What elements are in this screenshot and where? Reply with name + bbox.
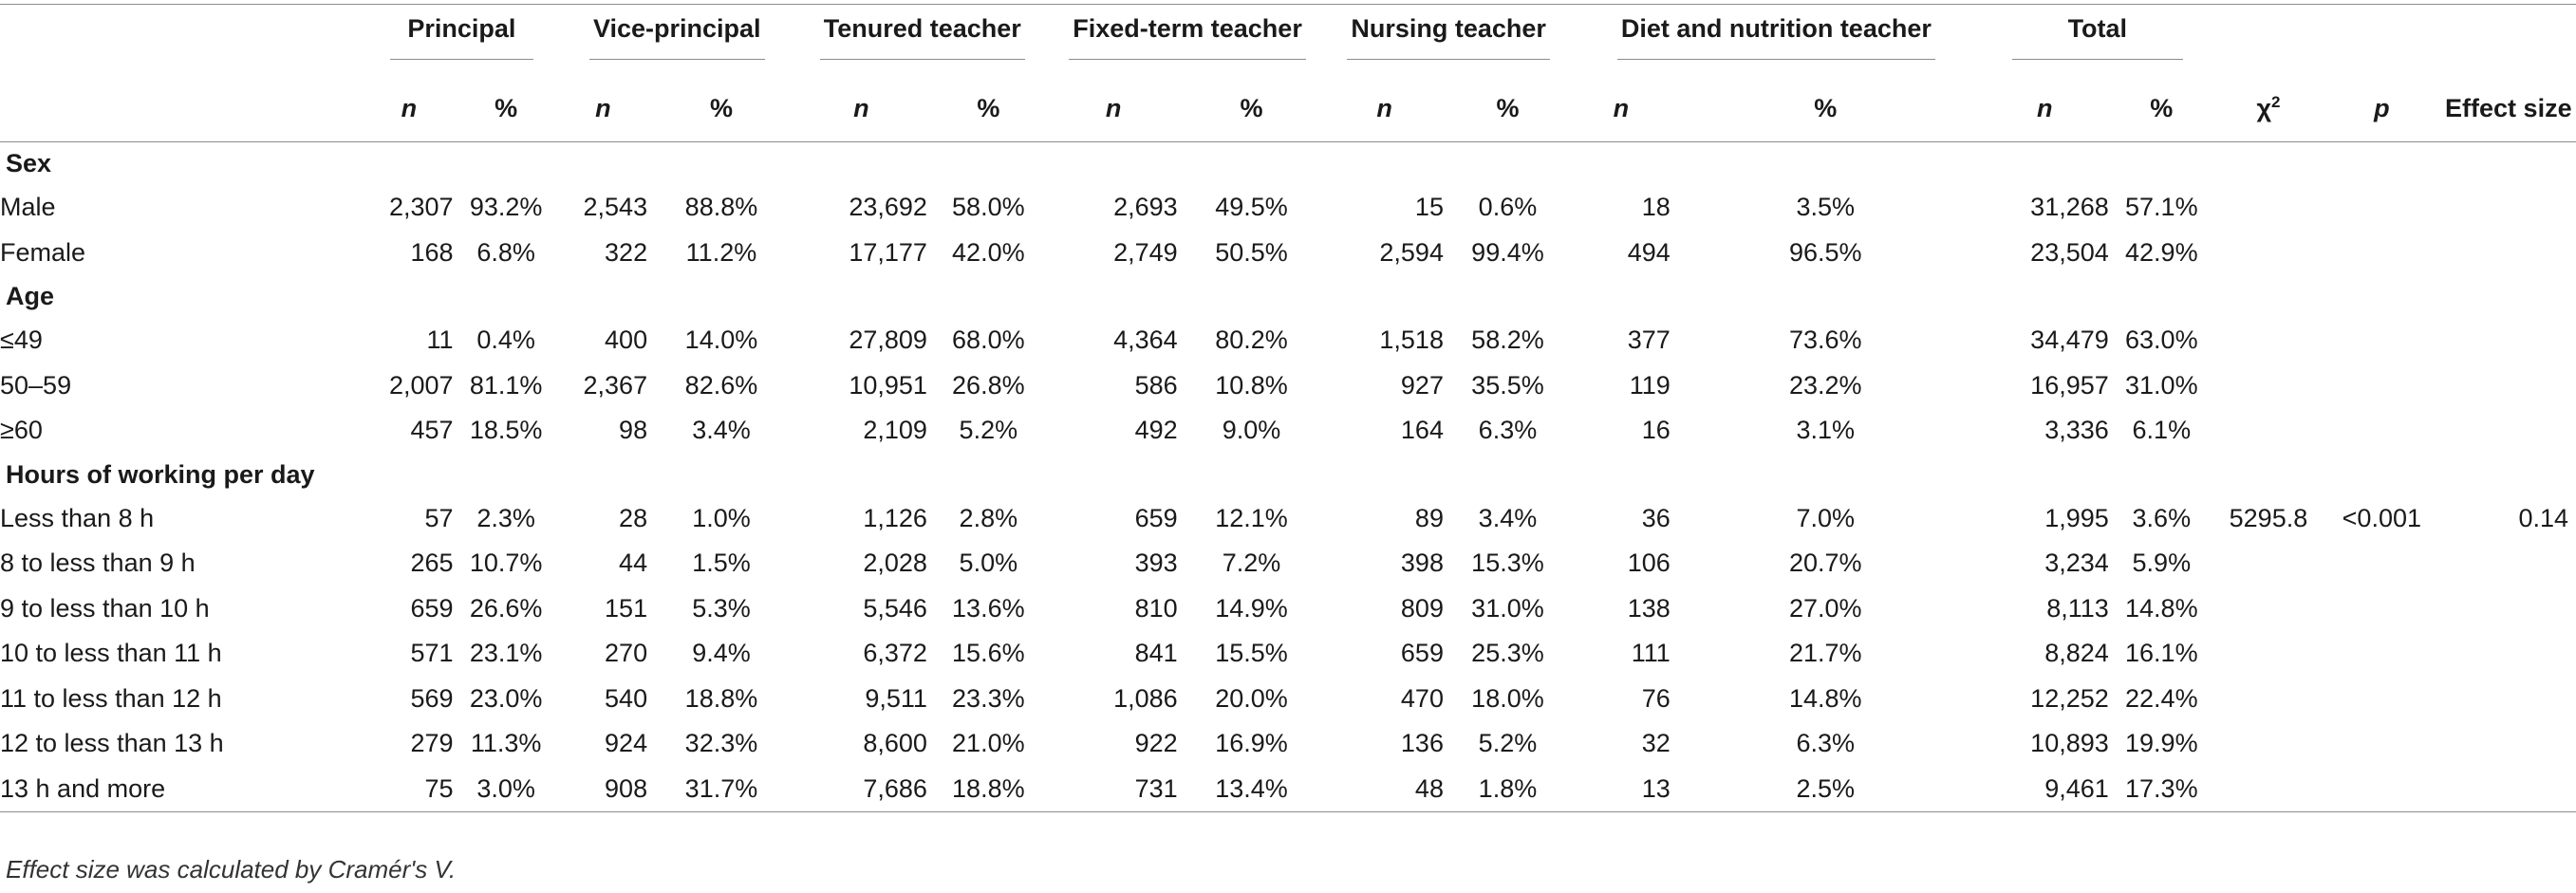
- row-label: 8 to less than 9 h: [0, 549, 196, 578]
- n-column-header: n: [1981, 75, 2109, 142]
- count-cell: 48: [1325, 767, 1444, 812]
- percent-cell: 32.3%: [684, 729, 758, 758]
- chi-square-cell: 5295.8: [2229, 503, 2308, 532]
- table-row: [0, 586, 2576, 632]
- group-header-row: [0, 5, 2576, 75]
- table-row: [0, 231, 2576, 276]
- row-label: 9 to less than 10 h: [0, 593, 210, 623]
- chi-square-cell: [2214, 408, 2323, 454]
- percent-cell: 5.3%: [692, 593, 751, 623]
- row-label: 13 h and more: [0, 767, 364, 812]
- row-label-subheader: [0, 75, 364, 142]
- count-cell: 151: [605, 593, 648, 623]
- count-cell: 908: [559, 767, 647, 812]
- percent-cell: 17.3%: [2109, 767, 2214, 812]
- count-cell: 494: [1627, 237, 1671, 267]
- percent-cell: 88.8%: [684, 193, 758, 222]
- percent-cell: 96.5%: [1788, 237, 1862, 267]
- table-body: [0, 142, 2576, 812]
- percent-cell: 3.4%: [1478, 503, 1538, 532]
- p-value-cell: [2323, 408, 2441, 454]
- count-cell: 393: [1134, 549, 1178, 578]
- count-cell: 8,113: [2046, 593, 2109, 623]
- percent-cell: 14.9%: [1215, 593, 1288, 623]
- effect-size-cell: [2441, 721, 2576, 767]
- count-cell: 927: [1400, 370, 1444, 400]
- chi-square-cell: [2214, 767, 2323, 812]
- row-label: Less than 8 h: [0, 503, 155, 532]
- chi-superscript: 2: [2270, 93, 2281, 111]
- percent-cell: 2.5%: [1671, 767, 1981, 812]
- percent-cell: 57.1%: [2125, 193, 2198, 222]
- percent-cell: 31.0%: [1471, 593, 1544, 623]
- count-cell: 168: [410, 237, 454, 267]
- count-cell: 457: [410, 416, 454, 445]
- percent-cell: 14.8%: [1788, 683, 1862, 713]
- count-cell: 265: [410, 549, 454, 578]
- percent-cell: 9.4%: [692, 639, 751, 668]
- group-header: Tenured teacher: [795, 5, 1050, 75]
- count-cell: 164: [1400, 416, 1444, 445]
- count-cell: 2,693: [1113, 193, 1178, 222]
- percent-cell: 6.3%: [1478, 416, 1538, 445]
- percent-column-header: %: [927, 75, 1050, 142]
- chi-square-cell: [2214, 318, 2323, 363]
- row-label: ≥60: [0, 416, 43, 445]
- count-cell: 34,479: [2030, 326, 2109, 355]
- count-cell: 31,268: [2030, 193, 2109, 222]
- count-cell: 5,546: [863, 593, 927, 623]
- percent-cell: 31.7%: [647, 767, 795, 812]
- p-value-cell: [2323, 586, 2441, 632]
- group-header: Nursing teacher: [1325, 5, 1572, 75]
- percent-cell: 2.3%: [476, 503, 535, 532]
- count-cell: 810: [1134, 593, 1178, 623]
- percent-cell: 20.7%: [1788, 549, 1862, 578]
- section-header-row: [0, 454, 2576, 496]
- row-label: Female: [0, 237, 86, 267]
- p-value-cell: [2323, 231, 2441, 276]
- table-row: [0, 318, 2576, 363]
- p-value-cell: [2323, 318, 2441, 363]
- percent-cell: 42.0%: [952, 237, 1025, 267]
- effect-size-cell: [2441, 318, 2576, 363]
- table-header: [0, 5, 2576, 142]
- percent-cell: 3.4%: [692, 416, 751, 445]
- count-cell: 270: [605, 639, 648, 668]
- percent-cell: 9.0%: [1222, 416, 1281, 445]
- percent-cell: 7.0%: [1796, 503, 1856, 532]
- count-cell: 586: [1134, 370, 1178, 400]
- count-cell: 76: [1641, 683, 1671, 713]
- row-label: 10 to less than 11 h: [0, 639, 222, 668]
- count-cell: 809: [1400, 593, 1444, 623]
- group-header: Principal: [364, 5, 559, 75]
- count-cell: 659: [1400, 639, 1444, 668]
- count-cell: 4,364: [1113, 326, 1178, 355]
- percent-cell: 15.3%: [1471, 549, 1544, 578]
- chi-symbol: χ: [2256, 94, 2271, 122]
- count-cell: 10,893: [2030, 729, 2109, 758]
- percent-cell: 10.8%: [1215, 370, 1288, 400]
- percent-cell: 35.5%: [1471, 370, 1544, 400]
- percent-cell: 68.0%: [952, 326, 1025, 355]
- effect-size-cell: [2441, 408, 2576, 454]
- count-cell: 2,367: [583, 370, 648, 400]
- count-cell: 1,518: [1379, 326, 1444, 355]
- percent-column-header: %: [2109, 75, 2214, 142]
- count-cell: 57: [424, 503, 454, 532]
- count-cell: 44: [619, 549, 648, 578]
- percent-cell: 14.8%: [2125, 593, 2198, 623]
- percent-cell: 15.6%: [952, 639, 1025, 668]
- percent-cell: 93.2%: [469, 193, 543, 222]
- effect-size-cell: [2441, 541, 2576, 586]
- table-row: [0, 363, 2576, 409]
- count-cell: 571: [410, 639, 454, 668]
- percent-cell: 5.2%: [959, 416, 1018, 445]
- percent-cell: 10.7%: [469, 549, 543, 578]
- count-cell: 75: [364, 767, 453, 812]
- percent-cell: 80.2%: [1215, 326, 1288, 355]
- count-cell: 659: [1134, 503, 1178, 532]
- data-table: [0, 4, 2576, 812]
- section-header-row: [0, 142, 2576, 186]
- percent-cell: 21.0%: [952, 729, 1025, 758]
- percent-cell: 18.5%: [469, 416, 543, 445]
- count-cell: 2,109: [863, 416, 927, 445]
- count-cell: 492: [1134, 416, 1178, 445]
- percent-cell: 19.9%: [2125, 729, 2198, 758]
- count-cell: 138: [1627, 593, 1671, 623]
- percent-cell: 6.8%: [476, 237, 535, 267]
- percent-column-header: %: [647, 75, 795, 142]
- count-cell: 924: [605, 729, 648, 758]
- percent-cell: 3.6%: [2132, 503, 2192, 532]
- count-cell: 1,086: [1113, 683, 1178, 713]
- count-cell: 2,749: [1113, 237, 1178, 267]
- group-header: Vice-principal: [559, 5, 795, 75]
- percent-cell: 6.3%: [1796, 729, 1856, 758]
- row-label: 50–59: [0, 370, 72, 400]
- percent-cell: 49.5%: [1215, 193, 1288, 222]
- count-cell: 13: [1572, 767, 1671, 812]
- count-cell: 2,007: [389, 370, 454, 400]
- count-cell: 2,307: [389, 193, 454, 222]
- count-cell: 119: [1629, 370, 1671, 400]
- percent-cell: 42.9%: [2125, 237, 2198, 267]
- row-label-header: [0, 5, 364, 75]
- chi-square-cell: [2214, 363, 2323, 409]
- n-column-header: n: [559, 75, 647, 142]
- n-column-header: n: [795, 75, 927, 142]
- p-value-cell: [2323, 767, 2441, 812]
- count-cell: 322: [605, 237, 648, 267]
- count-cell: 136: [1400, 729, 1444, 758]
- chi-square-cell: [2214, 677, 2323, 722]
- p-value-cell: [2323, 721, 2441, 767]
- n-column-header: n: [1050, 75, 1178, 142]
- percent-cell: 11.3%: [470, 729, 542, 758]
- count-cell: 400: [605, 326, 648, 355]
- count-cell: 11: [426, 326, 454, 355]
- percent-cell: 12.1%: [1215, 503, 1288, 532]
- count-cell: 922: [1134, 729, 1178, 758]
- subheader-row: [0, 75, 2576, 142]
- effect-size-cell: [2441, 631, 2576, 677]
- chi-square-cell: [2214, 541, 2323, 586]
- table-row: [0, 541, 2576, 586]
- row-label: 12 to less than 13 h: [0, 729, 224, 758]
- table-row: [0, 631, 2576, 677]
- count-cell: 23,692: [849, 193, 927, 222]
- percent-cell: 0.6%: [1478, 193, 1538, 222]
- percent-cell: 3.1%: [1796, 416, 1856, 445]
- count-cell: 6,372: [863, 639, 927, 668]
- percent-cell: 16.1%: [2125, 639, 2198, 668]
- effect-size-header: Effect size: [2441, 75, 2576, 142]
- percent-cell: 5.2%: [1478, 729, 1538, 758]
- count-cell: 16: [1641, 416, 1671, 445]
- count-cell: 2,028: [863, 549, 927, 578]
- count-cell: 15: [1414, 193, 1444, 222]
- percent-cell: 20.0%: [1215, 683, 1288, 713]
- percent-cell: 18.8%: [684, 683, 758, 713]
- count-cell: 8,824: [2044, 639, 2109, 668]
- table-row: [0, 185, 2576, 231]
- count-cell: 1,126: [863, 503, 927, 532]
- effect-size-cell: 0.14: [2518, 503, 2568, 532]
- percent-cell: 27.0%: [1788, 593, 1862, 623]
- percent-cell: 82.6%: [684, 370, 758, 400]
- percent-cell: 15.5%: [1215, 639, 1288, 668]
- group-header: Total: [1981, 5, 2214, 75]
- count-cell: 9,511: [865, 683, 927, 713]
- effect-size-cell: [2441, 231, 2576, 276]
- percent-cell: 23.0%: [469, 683, 543, 713]
- group-header: Diet and nutrition teacher: [1572, 5, 1981, 75]
- count-cell: 3,336: [2044, 416, 2109, 445]
- count-cell: 841: [1134, 639, 1178, 668]
- percent-cell: 58.2%: [1471, 326, 1544, 355]
- percent-cell: 7.2%: [1222, 549, 1281, 578]
- count-cell: 9,461: [1981, 767, 2109, 812]
- n-column-header: n: [364, 75, 453, 142]
- count-cell: 659: [410, 593, 454, 623]
- percent-cell: 58.0%: [952, 193, 1025, 222]
- percent-cell: 26.6%: [469, 593, 543, 623]
- percent-cell: 23.2%: [1788, 370, 1862, 400]
- effect-size-cell: [2441, 185, 2576, 231]
- percent-cell: 3.5%: [1796, 193, 1856, 222]
- percent-cell: 14.0%: [684, 326, 758, 355]
- count-cell: 540: [605, 683, 648, 713]
- percent-cell: 50.5%: [1215, 237, 1288, 267]
- count-cell: 470: [1400, 683, 1444, 713]
- count-cell: 731: [1050, 767, 1178, 812]
- percent-cell: 99.4%: [1471, 237, 1544, 267]
- percent-cell: 18.8%: [927, 767, 1050, 812]
- percent-cell: 11.2%: [685, 237, 757, 267]
- p-value-cell: <0.001: [2342, 503, 2421, 532]
- percent-cell: 3.0%: [454, 767, 559, 812]
- row-label: 11 to less than 12 h: [0, 683, 222, 713]
- effect-size-cell: [2441, 363, 2576, 409]
- p-value-cell: [2323, 185, 2441, 231]
- percent-cell: 13.4%: [1178, 767, 1326, 812]
- percent-cell: 1.8%: [1444, 767, 1572, 812]
- chi-square-cell: [2214, 721, 2323, 767]
- p-value-cell: [2323, 363, 2441, 409]
- count-cell: 17,177: [849, 237, 927, 267]
- effect-size-cell: [2441, 677, 2576, 722]
- count-cell: 27,809: [849, 326, 927, 355]
- table-row: [0, 767, 2576, 812]
- chi-square-cell: [2214, 631, 2323, 677]
- count-cell: 279: [410, 729, 454, 758]
- percent-cell: 6.1%: [2132, 416, 2192, 445]
- section-header-row: [0, 275, 2576, 318]
- group-header: Fixed-term teacher: [1050, 5, 1326, 75]
- count-cell: 23,504: [2030, 237, 2109, 267]
- footnote: Effect size was calculated by Cramér's V.: [6, 855, 457, 884]
- section-title: Age: [6, 282, 55, 310]
- count-cell: 89: [1414, 503, 1444, 532]
- count-cell: 98: [619, 416, 648, 445]
- count-cell: 10,951: [849, 370, 927, 400]
- chi-square-cell: [2214, 185, 2323, 231]
- percent-cell: 22.4%: [2125, 683, 2198, 713]
- count-cell: 377: [1627, 326, 1671, 355]
- percent-cell: 1.5%: [692, 549, 751, 578]
- percent-cell: 1.0%: [692, 503, 751, 532]
- count-cell: 18: [1641, 193, 1671, 222]
- percent-cell: 23.1%: [469, 639, 543, 668]
- count-cell: 1,995: [2044, 503, 2109, 532]
- percent-cell: 31.0%: [2125, 370, 2198, 400]
- n-column-header: n: [1325, 75, 1444, 142]
- count-cell: 8,600: [863, 729, 927, 758]
- chi-square-header: [2214, 75, 2323, 142]
- chi-square-cell: [2214, 231, 2323, 276]
- count-cell: 2,543: [583, 193, 648, 222]
- p-value-cell: [2323, 541, 2441, 586]
- count-cell: 36: [1641, 503, 1671, 532]
- chi-square-cell: [2214, 586, 2323, 632]
- percent-cell: 26.8%: [952, 370, 1025, 400]
- count-cell: 16,957: [2030, 370, 2109, 400]
- n-column-header: n: [1572, 75, 1671, 142]
- percent-cell: 25.3%: [1471, 639, 1544, 668]
- percent-cell: 13.6%: [952, 593, 1025, 623]
- table-row: [0, 496, 2576, 542]
- p-value-header: p: [2323, 75, 2441, 142]
- percent-cell: 63.0%: [2125, 326, 2198, 355]
- count-cell: 3,234: [2044, 549, 2109, 578]
- count-cell: 12,252: [2030, 683, 2109, 713]
- percent-column-header: %: [454, 75, 559, 142]
- section-title: Sex: [6, 149, 52, 177]
- p-value-cell: [2323, 677, 2441, 722]
- percent-column-header: %: [1671, 75, 1981, 142]
- table-row: [0, 677, 2576, 722]
- percent-cell: 0.4%: [476, 326, 535, 355]
- count-cell: 2,594: [1379, 237, 1444, 267]
- section-title: Hours of working per day: [6, 459, 315, 489]
- percent-cell: 73.6%: [1788, 326, 1862, 355]
- effect-size-cell: [2441, 586, 2576, 632]
- percent-cell: 18.0%: [1471, 683, 1544, 713]
- count-cell: 106: [1627, 549, 1671, 578]
- count-cell: 569: [410, 683, 454, 713]
- count-cell: 111: [1631, 639, 1671, 668]
- percent-cell: 23.3%: [952, 683, 1025, 713]
- table-row: [0, 408, 2576, 454]
- percent-cell: 81.1%: [469, 370, 543, 400]
- effect-size-cell: [2441, 767, 2576, 812]
- percent-cell: 16.9%: [1215, 729, 1288, 758]
- count-cell: 7,686: [795, 767, 927, 812]
- row-label: Male: [0, 193, 56, 222]
- percent-cell: 21.7%: [1788, 639, 1862, 668]
- percent-cell: 5.0%: [959, 549, 1018, 578]
- row-label: ≤49: [0, 326, 43, 355]
- percent-column-header: %: [1178, 75, 1326, 142]
- p-value-cell: [2323, 631, 2441, 677]
- count-cell: 32: [1641, 729, 1671, 758]
- percent-column-header: %: [1444, 75, 1572, 142]
- table-row: [0, 721, 2576, 767]
- percent-cell: 2.8%: [959, 503, 1018, 532]
- count-cell: 28: [619, 503, 648, 532]
- count-cell: 398: [1400, 549, 1444, 578]
- percent-cell: 5.9%: [2132, 549, 2192, 578]
